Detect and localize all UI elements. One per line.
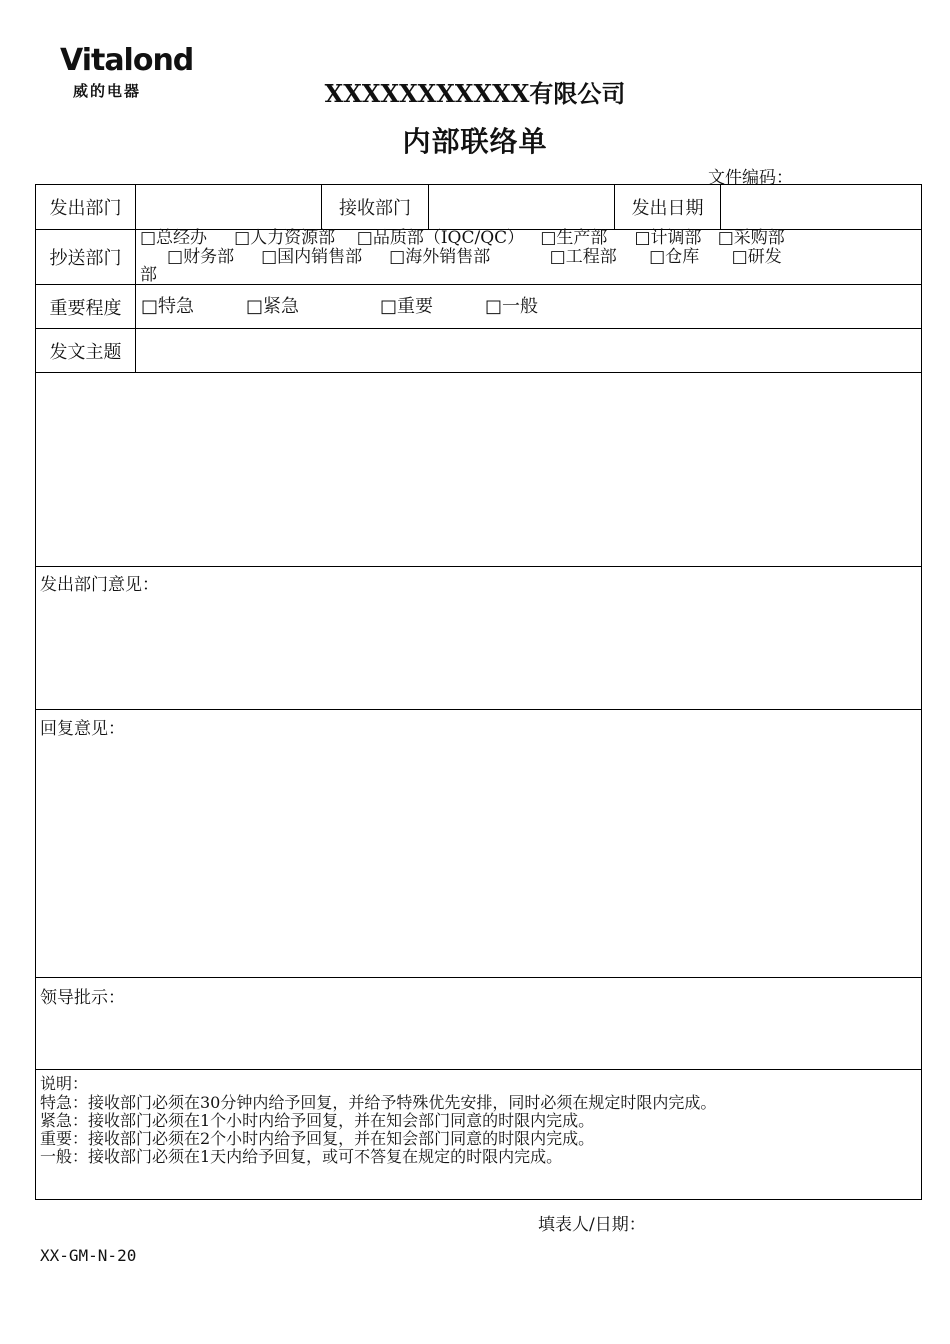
reply-opinion-area[interactable] — [36, 710, 921, 977]
company-name: XXXXXXXXXXX有限公司 — [324, 79, 626, 108]
filler-date-label: 填表人/日期： — [538, 1215, 646, 1235]
note-line-normal: 一般：接收部门必须在1天内给予回复，或可不答复在规定的时限内完成。 — [40, 1147, 563, 1166]
priority-urgent-checkbox[interactable]: □特急 — [141, 296, 195, 317]
send-dept-label: 发出部门 — [49, 198, 122, 219]
priority-label: 重要程度 — [49, 297, 122, 319]
send-opinion-area[interactable] — [36, 567, 921, 709]
notes-title: 说明： — [40, 1074, 89, 1093]
priority-emergent-checkbox[interactable]: □紧急 — [246, 296, 300, 317]
content-area[interactable] — [36, 373, 921, 566]
file-code-label: 文件编码： — [708, 168, 793, 188]
priority-normal-checkbox[interactable]: □一般 — [485, 296, 539, 317]
logo-subtitle: 威的电器 — [73, 82, 142, 100]
leader-approval-label: 领导批示： — [40, 988, 125, 1008]
note-line-important: 重要：接收部门必须在2个小时内给予回复，并在知会部门同意的时限内完成。 — [40, 1129, 595, 1148]
send-date-field[interactable] — [721, 185, 921, 229]
priority-important-checkbox[interactable]: □重要 — [380, 296, 434, 317]
logo-brand: Vitalond — [60, 43, 194, 78]
note-line-urgent: 特急：接收部门必须在30分钟内给予回复，并给予特殊优先安排，同时必须在规定时限内完成。 — [40, 1093, 717, 1112]
document-title: 内部联络单 — [402, 125, 548, 158]
send-dept-field[interactable] — [136, 185, 321, 229]
subject-field[interactable] — [136, 329, 921, 372]
cc-dept-options-line2[interactable]: □财务部 □国内销售部 □海外销售部 □工程部 □仓库 □研发 — [140, 247, 782, 267]
subject-label: 发文主题 — [49, 341, 122, 363]
cc-dept-label: 抄送部门 — [49, 248, 122, 269]
reply-opinion-label: 回复意见： — [40, 719, 125, 739]
send-opinion-label: 发出部门意见： — [40, 575, 159, 595]
recv-dept-label: 接收部门 — [339, 198, 411, 219]
form-number: XX-GM-N-20 — [40, 1246, 137, 1265]
cc-dept-options-line1[interactable]: □总经办 □人力资源部 □品质部（IQC/QC） □生产部 □计调部 □采购部 — [140, 228, 785, 248]
cc-dept-options-line3: 部 — [140, 265, 157, 285]
note-line-emergent: 紧急：接收部门必须在1个小时内给予回复，并在知会部门同意的时限内完成。 — [40, 1111, 595, 1130]
leader-approval-area[interactable] — [36, 978, 921, 1069]
recv-dept-field[interactable] — [429, 185, 614, 229]
send-date-label: 发出日期 — [631, 198, 704, 219]
